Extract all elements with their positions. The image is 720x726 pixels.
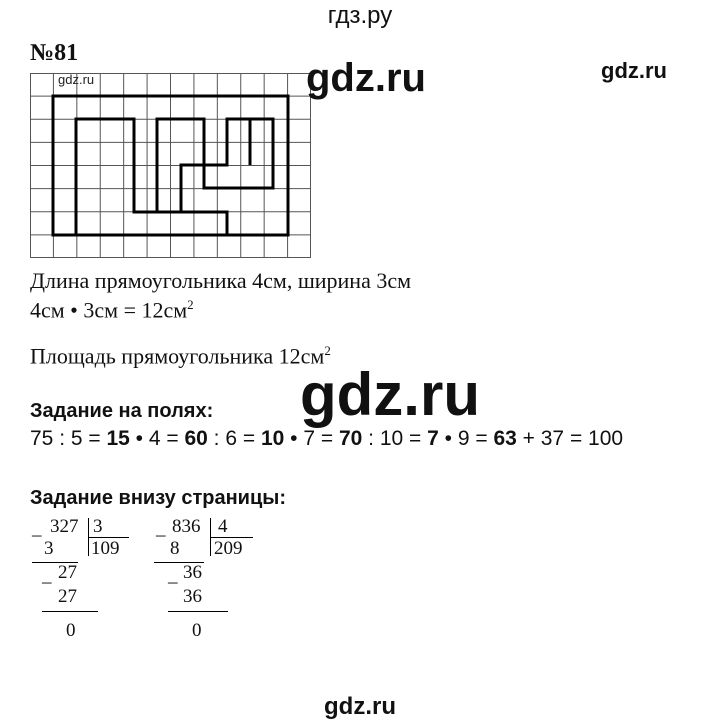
watermark-top-right: gdz.ru <box>601 58 667 83</box>
division2-divisor: 4 <box>218 516 228 537</box>
chain-0: 75 : 5 = <box>30 427 107 450</box>
chain-7: 70 <box>338 427 363 450</box>
task-number: №81 <box>30 40 79 66</box>
site-header: гдз.ру <box>327 2 393 29</box>
watermark-small: gdz.ru <box>58 72 95 87</box>
division1-line-2 <box>42 611 98 612</box>
division1-final: 0 <box>66 620 76 641</box>
long-division-1 <box>28 516 148 666</box>
watermark-bottom: gdz.ru <box>324 693 396 720</box>
watermark-center: gdz.ru <box>300 361 480 428</box>
margin-task-title: Задание на полях: <box>30 400 214 422</box>
chain-2: • 4 = <box>129 427 185 450</box>
dimensions-text: Длина прямоугольника 4см, ширина 3см <box>30 268 412 293</box>
division2-minus-2: _ <box>168 565 178 586</box>
division1-minus-2: _ <box>42 565 52 586</box>
division1-quotient: 109 <box>91 538 120 559</box>
division2-line-2 <box>168 611 228 612</box>
area-formula-exponent: 2 <box>187 297 194 312</box>
division2-quotient: 209 <box>214 538 243 559</box>
long-division-2 <box>150 516 280 666</box>
division1-dividend: 327 <box>50 516 79 537</box>
area-formula-main: 4см • 3см = 12см <box>30 297 188 323</box>
division2-sub2: 36 <box>183 586 202 607</box>
division1-divisor: 3 <box>93 516 103 537</box>
grid-figure <box>30 73 312 258</box>
division2-dividend: 836 <box>172 516 201 537</box>
calc-chain <box>30 427 623 451</box>
division1-sub2: 27 <box>58 586 77 607</box>
chain-9: 7 <box>427 427 439 450</box>
division1-sub1: 3 <box>44 538 54 559</box>
chain-10: • 9 = <box>438 427 494 450</box>
area-result-exponent: 2 <box>324 343 331 358</box>
chain-11: 63 <box>493 427 517 450</box>
division2-sub1: 8 <box>170 538 180 559</box>
chain-4: : 6 = <box>207 427 261 450</box>
division2-remainder-1: 36 <box>183 562 202 583</box>
division2-final: 0 <box>192 620 202 641</box>
bottom-task-title: Задание внизу страницы: <box>30 487 286 509</box>
chain-12: + 37 = 100 <box>516 427 624 450</box>
chain-6: • 7 = <box>284 427 339 450</box>
division1-remainder-1: 27 <box>58 562 77 583</box>
chain-1: 15 <box>106 427 130 450</box>
area-result <box>30 343 331 369</box>
division1-minus-1: _ <box>32 518 42 539</box>
division2-minus-1: _ <box>156 518 166 539</box>
area-result-main: Площадь прямоугольника 12см <box>30 343 325 369</box>
chain-5: 10 <box>260 427 285 450</box>
area-formula <box>30 297 194 323</box>
watermark-large-top: gdz.ru <box>306 56 426 100</box>
chain-8: : 10 = <box>362 427 428 450</box>
chain-3: 60 <box>184 427 208 450</box>
